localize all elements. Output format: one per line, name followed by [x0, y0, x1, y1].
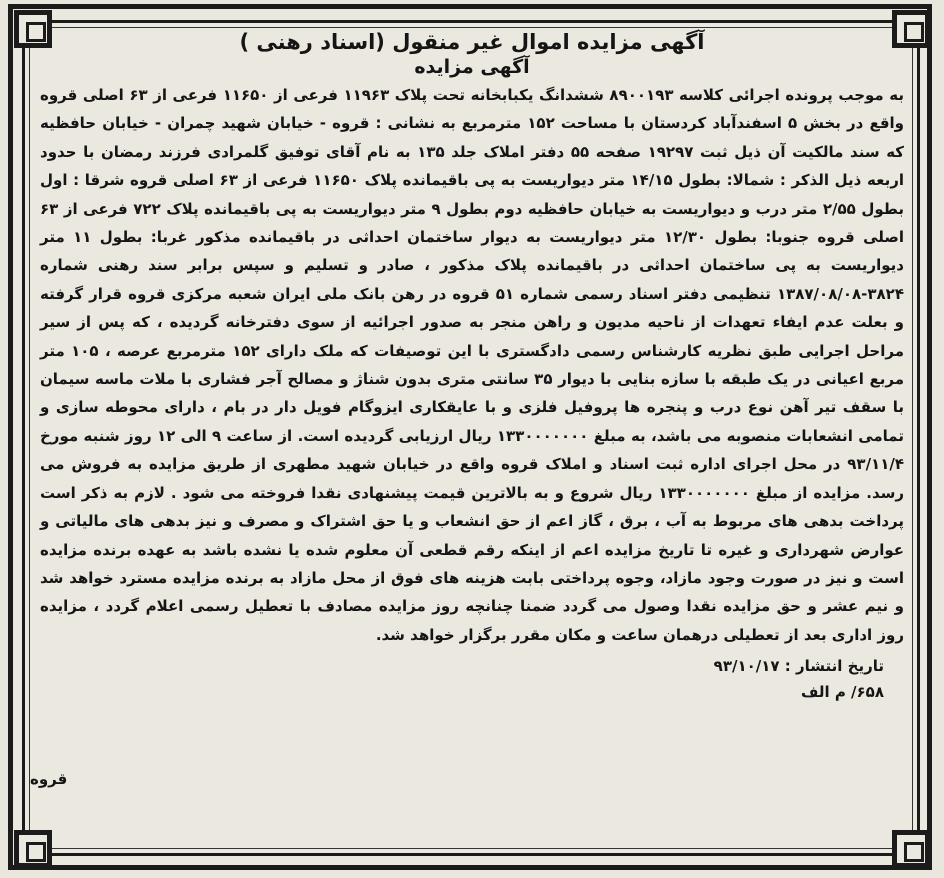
notice-body: به موجب پرونده اجرائی کلاسه ۸۹۰۰۱۹۳ ششدانگ یکبابخانه تحت پلاک ۱۱۹۶۳ فرعی از ۱۱۶۵۰ فرعی از ۶۳ اصلی قروه واقع در بخش ۵ اسفندآباد کردستان با مساحت ۱۵۲ مترمربع به نشانی : قروه - خیابان شهید چمران - خیابان حافظیه که سند مالکیت آن ذیل ثبت ۱۹۲۹۷ صفحه ۵۵ دفتر املاک جلد ۱۳۵ به نام آقای توفیق گلمرادی فرزند رمضان با حدود اربعه ذیل الذکر : شمالا: بطول ۱۴/۱۵ متر دیواریست به پی باقیمانده پلاک ۱۱۶۵۰ فرعی از ۶۳ اصلی قروه شرقا : اول بطول ۲/۵۵ متر درب و دیواریست به خیابان حافظیه دوم بطول ۹ متر دیواریست به پی باقیمانده پلاک ۷۲۲ فرعی از ۶۳ اصلی قروه جنوبا: بطول ۱۲/۳۰ متر دیواریست به دیوار ساختمان احداثی در باقیمانده مذکور غربا: بطول ۱۱ متر دیواریست به پی ساختمان احداثی در باقیمانده پلاک مذکور ، صادر و تسلیم و سپس برابر سند رهنی شماره ۳۸۲۴-۱۳۸۷/۰۸/۰۸ تنظیمی دفتر اسناد رسمی شماره ۵۱ قروه در رهن بانک ملی ایران شعبه مرکزی قروه قرار گرفته و بعلت عدم ایفاء تعهدات از ناحیه مدیون و راهن منجر به صدور اجرائیه از سوی دفترخانه گردیده ، که پس از سیر مراحل اجرایی طبق نظریه کارشناس رسمی دادگستری با این توصیفات که ملک دارای ۱۵۲ مترمربع عرصه ، ۱۰۵ متر مربع اعیانی در یک طبقه با سازه بنایی با دیوار ۳۵ سانتی متری بدون شناژ و مصالح آجر فشاری با ملات ماسه سیمان با سقف تیر آهن نوع درب و پنجره ها پروفیل فلزی و با عایقکاری ایزوگام فویل دار در بام ، دارای محوطه سازی و تمامی انشعابات منصوبه می باشد، به مبلغ ۱۳۳۰۰۰۰۰۰۰ ریال ارزیابی گردیده است. از ساعت ۹ الی ۱۲ روز شنبه مورخ ۹۳/۱۱/۴ در محل اجرای اداره ثبت اسناد و املاک قروه واقع در خیابان شهید مطهری از طریق مزایده به فروش می رسد. مزایده از مبلغ ۱۳۳۰۰۰۰۰۰۰ ریال شروع و به بالاترین قیمت پیشنهادی نقدا فروخته می شود . لازم به ذکر است پرداخت بدهی های مربوط به آب ، برق ، گاز اعم از حق انشعاب و یا حق اشتراک و مصرف و نیز بدهی های مالیاتی و عوارض شهرداری و غیره تا تاریخ مزایده اعم از اینکه رقم قطعی آن معلوم شده یا نشده باشد به عهده برنده مزایده است و نیز در صورت وجود مازاد، وجوه پرداختی بابت هزینه های فوق از محل مازاد به برنده مزایده مسترد خواهد شد و نیم عشر و حق مزایده نقدا وصول می گردد ضمنا چنانچه روز مزایده مصادف با تعطیل رسمی اعلام گردد ، مزایده روز اداری بعد از تعطیلی درهمان ساعت و مکان مقرر برگزار خواهد شد. [40, 86, 905, 644]
frame-corner-ornament [892, 830, 930, 868]
notice-title: آگهی مزایده اموال غیر منقول (اسناد رهنی ) [239, 30, 705, 54]
city-name: قروه [30, 770, 68, 788]
notice-content [40, 30, 904, 810]
publish-date: تاریخ انتشار : ۹۳/۱۰/۱۷ [713, 657, 884, 676]
frame-corner-ornament [14, 830, 52, 868]
reference-number: ۶۵۸/ م الف [800, 683, 884, 702]
notice-subtitle: آگهی مزایده [414, 56, 530, 78]
